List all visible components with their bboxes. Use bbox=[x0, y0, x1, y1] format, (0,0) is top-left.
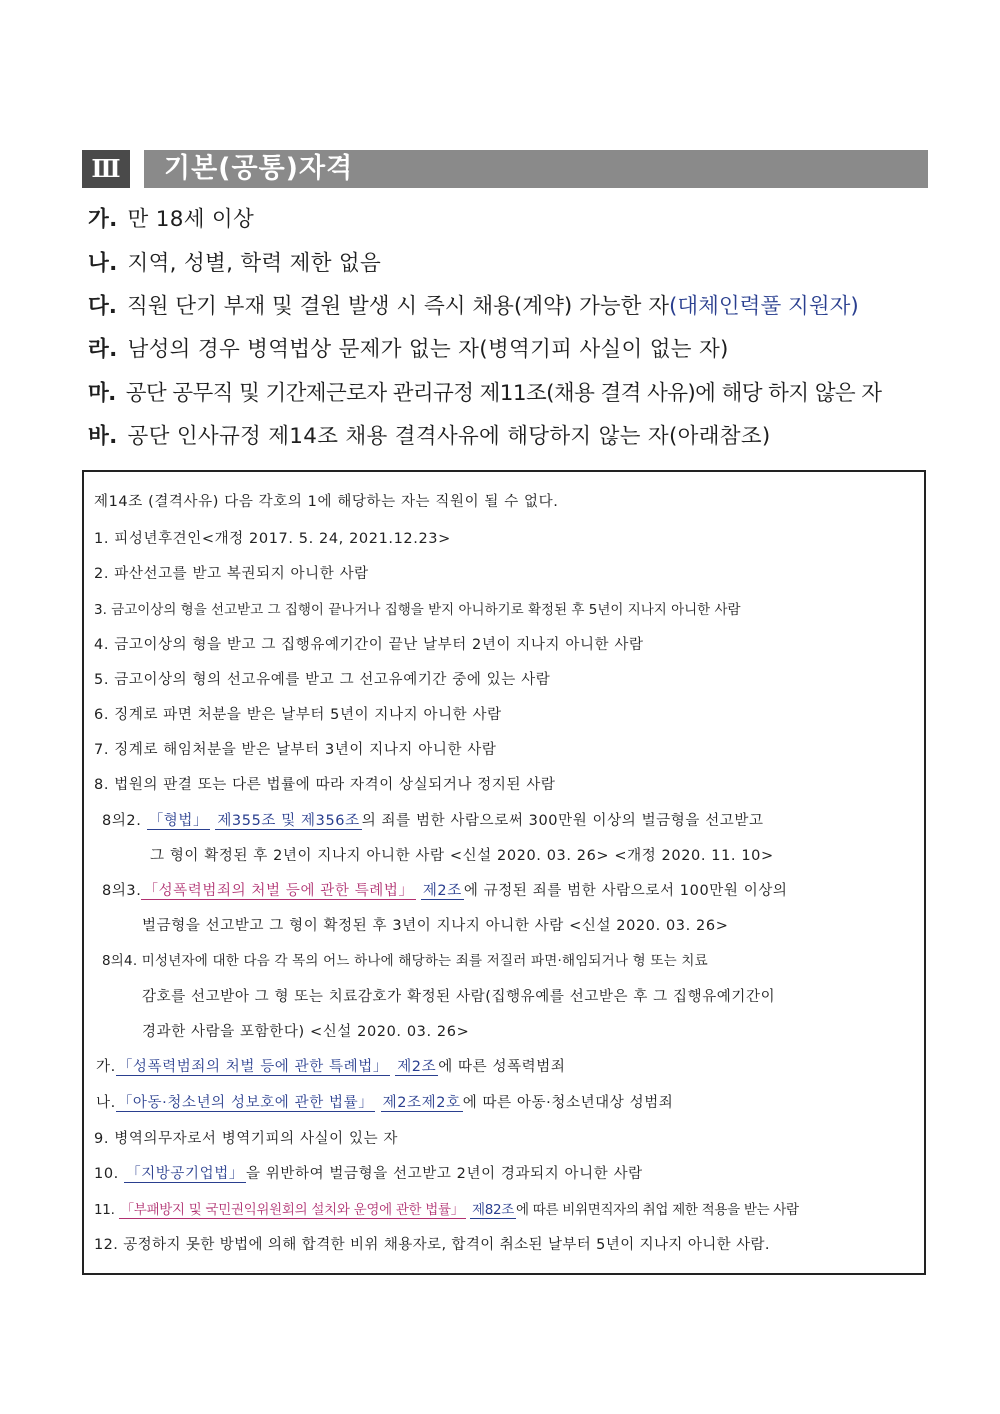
section-number: Ⅲ bbox=[82, 150, 130, 188]
list-item: 1. 피성년후견인<개정 2017. 5. 24, 2021.12.23> bbox=[94, 531, 451, 547]
item-text: 공단 공무직 및 기간제근로자 관리규정 제11조(채용 결격 사유)에 해당 하지 않은 자 bbox=[125, 380, 882, 406]
item-marker: 가. bbox=[88, 207, 118, 233]
list-item: 8의4. 미성년자에 대한 다음 각 목의 어느 하나에 해당하는 죄를 저질러 파면·해임되거나 형 또는 치료 bbox=[102, 953, 708, 969]
item-text: 에 따른 비위면직자의 취업 제한 적용을 받는 사람 bbox=[516, 1202, 799, 1218]
list-item: 12. 공정하지 못한 방법에 의해 합격한 비위 채용자로, 합격이 취소된 날부터 5년이 지나지 아니한 사람. bbox=[94, 1237, 770, 1253]
qualification-item bbox=[88, 326, 948, 369]
list-item: 9. 병역의무자로서 병역기피의 사실이 있는 자 bbox=[94, 1131, 399, 1147]
item-text: 직원 단기 부재 및 결원 발생 시 즉시 채용(계약) 가능한 자 bbox=[126, 293, 669, 319]
item-highlight: (대체인력풀 지원자) bbox=[668, 293, 859, 319]
law-link[interactable]: 「부패방지 및 국민권익위원회의 설치와 운영에 관한 법률」 bbox=[120, 1202, 464, 1218]
list-item: 3. 금고이상의 형을 선고받고 그 집행이 끝나거나 집행을 받지 아니하기로 확정된 후 5년이 지나지 아니한 사람 bbox=[94, 602, 741, 618]
item-text: 남성의 경우 병역법상 문제가 없는 자(병역기피 사실이 없는 자) bbox=[127, 337, 729, 363]
list-item: 5. 금고이상의 형의 선고유예를 받고 그 선고유예기간 중에 있는 사람 bbox=[94, 672, 551, 688]
section-title: 기본(공통)자격 bbox=[164, 153, 354, 184]
item-prefix: 8의3. bbox=[102, 883, 142, 899]
qualification-list bbox=[88, 196, 948, 456]
item-prefix: 8의2. bbox=[102, 813, 142, 829]
section-header bbox=[82, 150, 928, 188]
item-text: 을 위반하여 벌금형을 선고받고 2년이 경과되지 아니한 사람 bbox=[245, 1166, 643, 1182]
list-item: 2. 파산선고를 받고 복권되지 아니한 사람 bbox=[94, 566, 369, 582]
list-item: 8. 법원의 판결 또는 다른 법률에 따라 자격이 상실되거나 정지된 사람 bbox=[94, 777, 556, 793]
item-prefix: 나. bbox=[96, 1095, 116, 1111]
item-prefix: 가. bbox=[96, 1059, 116, 1075]
item-text: 만 18세 이상 bbox=[127, 207, 255, 233]
list-item-continuation: 감호를 선고받아 그 형 또는 치료감호가 확정된 사람(집행유예를 선고받은 후 그 집행유예기간이 bbox=[142, 989, 776, 1005]
article-link[interactable]: 제355조 및 제356조 bbox=[217, 813, 360, 829]
list-item bbox=[102, 809, 764, 830]
law-link[interactable]: 「성폭력범죄의 처벌 등에 관한 특례법」 bbox=[117, 1059, 388, 1075]
qualification-item bbox=[88, 370, 948, 413]
list-item-continuation: 그 형이 확정된 후 2년이 지나지 아니한 사람 <신설 2020. 03. 26> <개정 2020. 11. 10> bbox=[150, 848, 774, 864]
qualification-item bbox=[88, 283, 948, 326]
list-item-continuation: 벌금형을 선고받고 그 형이 확정된 후 3년이 지나지 아니한 사람 <신설 2020. 03. 26> bbox=[142, 918, 729, 934]
article-link[interactable]: 제2조 bbox=[422, 883, 462, 899]
law-link[interactable]: 「지방공기업법」 bbox=[126, 1166, 244, 1182]
item-prefix: 11. bbox=[94, 1202, 115, 1218]
item-prefix: 10. bbox=[94, 1166, 119, 1182]
law-link[interactable]: 「형법」 bbox=[148, 813, 209, 829]
list-item: 7. 징계로 해임처분을 받은 날부터 3년이 지나지 아니한 사람 bbox=[94, 742, 497, 758]
article-link[interactable]: 제82조 bbox=[471, 1202, 515, 1218]
item-text: 에 규정된 죄를 범한 사람으로서 100만원 이상의 bbox=[463, 883, 788, 899]
list-item bbox=[102, 879, 788, 900]
item-marker: 라. bbox=[88, 337, 118, 363]
law-link[interactable]: 「성폭력범죄의 처벌 등에 관한 특례법」 bbox=[143, 883, 414, 899]
disqualification-box bbox=[82, 470, 926, 1275]
list-item-continuation: 경과한 사람을 포함한다) <신설 2020. 03. 26> bbox=[142, 1024, 470, 1040]
item-text: 에 따른 아동·청소년대상 성범죄 bbox=[462, 1095, 674, 1111]
box-title: 제14조 (결격사유) 다음 각호의 1에 해당하는 자는 직원이 될 수 없다. bbox=[94, 494, 559, 510]
list-item: 4. 금고이상의 형을 받고 그 집행유예기간이 끝난 날부터 2년이 지나지 아니한 사람 bbox=[94, 637, 644, 653]
list-item bbox=[94, 1162, 643, 1183]
qualification-item bbox=[88, 239, 948, 282]
article-link[interactable]: 제2조 bbox=[397, 1059, 437, 1075]
qualification-item bbox=[88, 413, 948, 456]
section-title-bar bbox=[144, 150, 928, 188]
law-link[interactable]: 「아동·청소년의 성보호에 관한 법률」 bbox=[117, 1095, 374, 1111]
article-link[interactable]: 제2조제2호 bbox=[382, 1095, 461, 1111]
list-item bbox=[94, 1198, 799, 1218]
item-marker: 나. bbox=[88, 250, 118, 276]
item-marker: 바. bbox=[88, 424, 118, 450]
item-text: 지역, 성별, 학력 제한 없음 bbox=[127, 250, 382, 276]
item-text: 의 죄를 범한 사람으로써 300만원 이상의 벌금형을 선고받고 bbox=[361, 813, 764, 829]
sub-item bbox=[96, 1055, 566, 1076]
item-text: 공단 인사규정 제14조 채용 결격사유에 해당하지 않는 자(아래참조) bbox=[127, 424, 771, 450]
item-marker: 마. bbox=[88, 380, 116, 406]
list-item: 6. 징계로 파면 처분을 받은 날부터 5년이 지나지 아니한 사람 bbox=[94, 707, 502, 723]
sub-item bbox=[96, 1091, 673, 1112]
item-marker: 다. bbox=[88, 293, 117, 319]
qualification-item bbox=[88, 196, 948, 239]
item-text: 에 따른 성폭력범죄 bbox=[438, 1059, 566, 1075]
